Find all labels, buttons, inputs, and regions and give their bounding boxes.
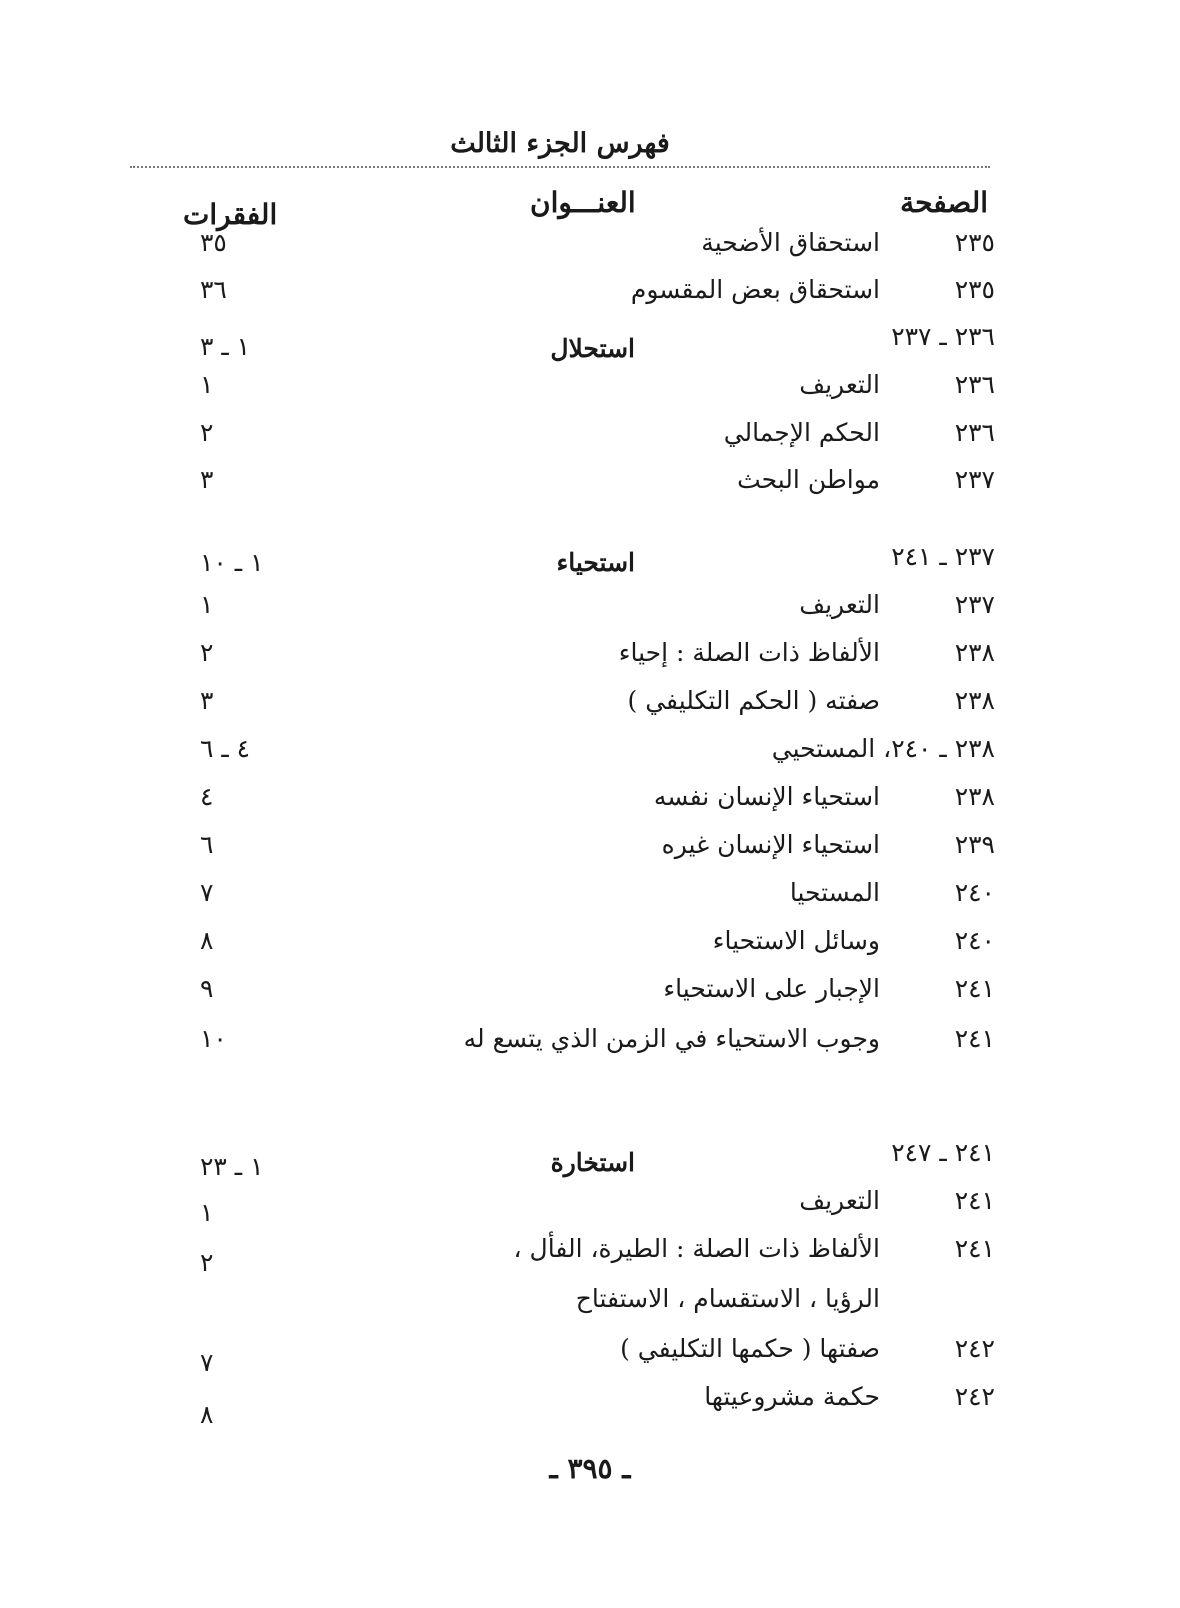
entry-title: حكمة مشروعيتها: [704, 1382, 880, 1411]
entry-paragraphs: ١: [200, 370, 214, 399]
index-section-row: [0, 542, 1180, 582]
entry-paragraphs: ١: [200, 1198, 214, 1227]
index-section-row: [0, 1138, 1180, 1181]
entry-paragraphs: ٣٦: [200, 275, 227, 304]
index-section-row: [0, 322, 1180, 362]
index-row: [0, 418, 1180, 458]
column-heading-page: الصفحة: [900, 186, 988, 219]
index-row: [0, 590, 1180, 630]
entry-title: وسائل الاستحياء: [712, 926, 880, 955]
entry-page: ٢٤١: [954, 1024, 995, 1053]
entry-paragraphs: ٣٥: [200, 228, 227, 257]
entry-paragraphs: ١٠: [200, 1024, 227, 1053]
entry-title: الرؤيا ، الاستقسام ، الاستفتاح: [575, 1284, 880, 1313]
index-row: [0, 1234, 1180, 1277]
entry-title: صفته ( الحكم التكليفي ): [627, 686, 880, 715]
index-row: [0, 638, 1180, 678]
section-title: استحياء: [556, 548, 635, 577]
entry-paragraphs: ٣: [200, 465, 214, 494]
index-row: [0, 228, 1180, 268]
entry-title: استحقاق الأضحية: [701, 228, 880, 257]
page-header: فهرس الجزء الثالث: [450, 128, 670, 159]
entry-page-range: ٢٣٦ ـ ٢٣٧: [891, 322, 995, 351]
entry-page: ٢٣٦: [954, 370, 995, 399]
index-row: [0, 465, 1180, 505]
entry-paragraphs: ٢: [200, 1248, 214, 1277]
index-row: [0, 275, 1180, 315]
index-row: [0, 878, 1180, 918]
entry-paragraphs: ١ ـ ٢٣: [200, 1152, 264, 1181]
entry-page: ٢٣٦: [954, 418, 995, 447]
entry-paragraphs: ٧: [200, 878, 214, 907]
entry-title: الحكم الإجمالي: [723, 418, 880, 447]
entry-paragraphs: ١ ـ ٣: [200, 332, 251, 361]
entry-paragraphs: ١ ـ ١٠: [200, 548, 264, 577]
entry-title: استحقاق بعض المقسوم: [630, 275, 880, 304]
entry-paragraphs: ٦: [200, 830, 214, 859]
entry-title: المستحيا: [789, 878, 880, 907]
entry-page: ٢٤١: [954, 1186, 995, 1215]
entry-page-range: ٢٣٨ ـ ٢٤٠، المستحيي: [771, 734, 995, 763]
column-heading-title: العنـــوان: [530, 186, 636, 219]
entry-paragraphs: ٤: [200, 782, 214, 811]
entry-page: ٢٣٥: [954, 228, 995, 257]
entry-title: الألفاظ ذات الصلة : الطيرة، الفأل ،: [513, 1234, 880, 1263]
page-number: ـ ٣٩٥ ـ: [549, 1452, 631, 1485]
entry-title: الإجبار على الاستحياء: [663, 974, 880, 1003]
entry-title: وجوب الاستحياء في الزمن الذي يتسع له: [463, 1024, 880, 1053]
index-row: [0, 782, 1180, 822]
entry-page: ٢٤٢: [954, 1334, 995, 1363]
entry-paragraphs: ١: [200, 590, 214, 619]
index-row: [0, 1186, 1180, 1226]
index-row: [0, 734, 1180, 774]
entry-paragraphs: ٢: [200, 418, 214, 447]
entry-paragraphs: ٧: [200, 1348, 214, 1377]
column-heading-paragraphs: الفقرات: [183, 198, 278, 231]
index-row: [0, 1334, 1180, 1377]
entry-page: ٢٤١: [954, 1234, 995, 1263]
section-title: استخارة: [550, 1148, 635, 1177]
section-title: استحلال: [550, 334, 635, 363]
index-row: [0, 370, 1180, 410]
index-row: [0, 1382, 1180, 1429]
index-row-continuation: [0, 1284, 1180, 1324]
entry-title: التعريف: [799, 1186, 880, 1215]
entry-page: ٢٣٧: [954, 590, 995, 619]
entry-title: صفتها ( حكمها التكليفي ): [620, 1334, 880, 1363]
entry-page: ٢٤١: [954, 974, 995, 1003]
entry-paragraphs: ٣: [200, 686, 214, 715]
entry-title: الألفاظ ذات الصلة : إحياء: [618, 638, 880, 667]
entry-title: استحياء الإنسان غيره: [661, 830, 880, 859]
entry-paragraphs: ٨: [200, 1400, 214, 1429]
index-row: [0, 974, 1180, 1014]
entry-paragraphs: ٢: [200, 638, 214, 667]
entry-page: ٢٣٨: [954, 782, 995, 811]
entry-page: ٢٤٢: [954, 1382, 995, 1411]
entry-page: ٢٣٩: [954, 830, 995, 859]
entry-paragraphs: ٩: [200, 974, 214, 1003]
index-row: [0, 686, 1180, 726]
index-row: [0, 926, 1180, 966]
entry-page: ٢٤٠: [954, 878, 995, 907]
entry-page-range: ٢٣٧ ـ ٢٤١: [891, 542, 995, 571]
entry-page: ٢٣٧: [954, 465, 995, 494]
entry-title: التعريف: [799, 590, 880, 619]
entry-page: ٢٣٨: [954, 686, 995, 715]
entry-page-range: ٢٤١ ـ ٢٤٧: [891, 1138, 995, 1167]
entry-page: ٢٤٠: [954, 926, 995, 955]
index-row: [0, 830, 1180, 870]
index-row: [0, 1024, 1180, 1064]
entry-title: مواطن البحث: [737, 465, 880, 494]
entry-paragraphs: ٤ ـ ٦: [200, 734, 251, 763]
entry-page: ٢٣٨: [954, 638, 995, 667]
entry-page: ٢٣٥: [954, 275, 995, 304]
entry-title: التعريف: [799, 370, 880, 399]
entry-paragraphs: ٨: [200, 926, 214, 955]
entry-title: استحياء الإنسان نفسه: [653, 782, 880, 811]
